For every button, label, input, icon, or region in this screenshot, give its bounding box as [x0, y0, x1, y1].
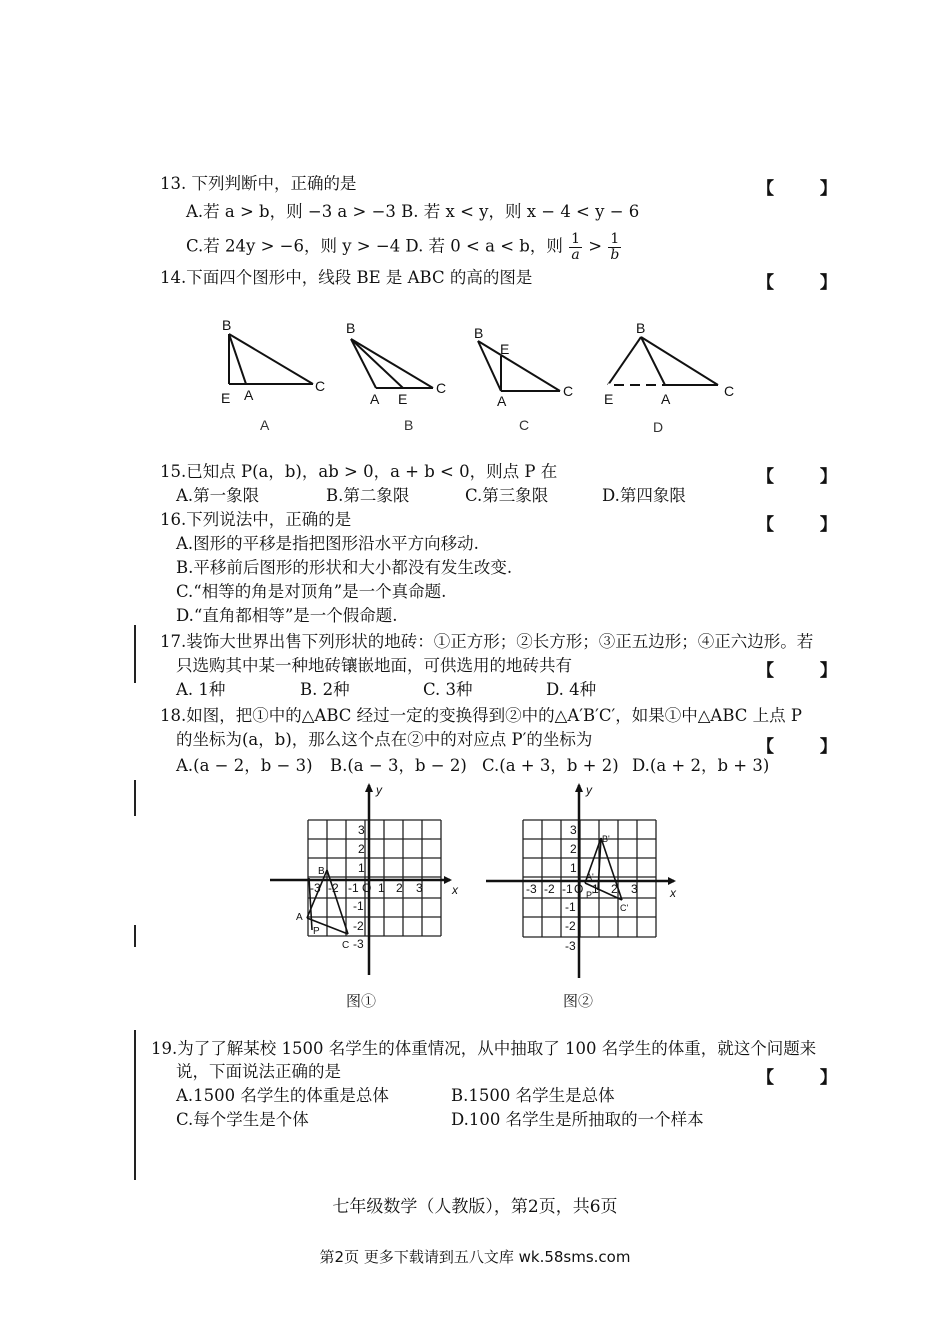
- y-tick: -2: [565, 919, 576, 933]
- option-a: A. 1种: [176, 680, 226, 699]
- option-c: C.“相等的角是对顶角”是一个真命题.: [176, 582, 447, 601]
- question-stem: 17.装饰大世界出售下列形状的地砖：①正方形；②长方形；③正五边形；④正六边形。若: [160, 632, 814, 651]
- figure-caption: D: [653, 419, 664, 435]
- figure-caption: B: [404, 417, 414, 433]
- label-e: E: [604, 391, 614, 407]
- label-b: B: [346, 320, 356, 336]
- page-footer: 七年级数学（人教版），第2页，共6页: [332, 1197, 618, 1217]
- option-c: C.每个学生是个体: [176, 1110, 309, 1129]
- answer-bracket: 【 】: [757, 273, 857, 293]
- option-b: B.1500 名学生是总体: [451, 1086, 615, 1105]
- watermark-text: 第2页 更多下载请到五八文库 wk.58sms.com: [319, 1248, 631, 1266]
- option-a: A.图形的平移是指把图形沿水平方向移动.: [176, 534, 479, 553]
- option-b: B.(a − 3，b − 2): [330, 756, 467, 775]
- question-stem-cont: 的坐标为(a，b)，那么这个点在②中的对应点 P′的坐标为: [176, 730, 593, 749]
- label-b: B: [222, 317, 232, 333]
- label-a: A: [497, 393, 507, 409]
- figure-caption: A: [260, 417, 270, 433]
- label-a: A: [370, 391, 380, 407]
- label-e: E: [221, 390, 231, 406]
- y-tick: 1: [570, 861, 577, 875]
- label-c: C: [315, 378, 326, 394]
- label-e: E: [398, 391, 408, 407]
- x-tick: -3: [526, 882, 537, 896]
- y-tick: -1: [353, 899, 364, 913]
- question-stem: 16.下列说法中，正确的是: [160, 510, 352, 529]
- x-tick: -2: [328, 881, 339, 895]
- option-b: B.平移前后图形的形状和大小都没有发生改变.: [176, 558, 513, 577]
- y-tick: 1: [358, 861, 365, 875]
- option-a: A.1500 名学生的体重是总体: [176, 1086, 389, 1105]
- x-axis-label: x: [670, 886, 676, 900]
- question-stem: 14.下面四个图形中，线段 BE 是 ABC 的高的图是: [160, 268, 533, 287]
- vertex-label: C': [620, 903, 629, 913]
- answer-bracket: 【 】: [757, 179, 857, 199]
- options-row: A.若 a > b，则 −3 a > −3 B. 若 x < y，则 x − 4 < y − 6: [186, 202, 640, 221]
- y-tick: 2: [358, 842, 365, 856]
- y-tick: 3: [570, 823, 577, 837]
- label-c: C: [436, 380, 447, 396]
- question-stem-cont: 说，下面说法正确的是: [176, 1062, 341, 1081]
- vertex-label: P: [313, 926, 320, 937]
- y-tick: 3: [358, 823, 365, 837]
- x-tick: -2: [544, 882, 555, 896]
- y-axis-label: y: [586, 783, 592, 797]
- y-tick: -3: [353, 937, 364, 951]
- option-a: A.(a − 2，b − 3): [176, 756, 313, 775]
- label-a: A: [244, 387, 254, 403]
- question-stem: 13. 下列判断中，正确的是: [160, 174, 357, 193]
- x-axis-label: x: [452, 883, 458, 897]
- figure-1-grid: [308, 820, 441, 936]
- figure-caption: C: [519, 417, 530, 433]
- figure-1-caption: 图①: [346, 992, 377, 1010]
- answer-bracket: 【 】: [757, 737, 857, 757]
- answer-bracket: 【 】: [757, 467, 857, 487]
- x-tick: 1: [592, 882, 599, 896]
- fraction: $\frac{1}{b}$: [610, 231, 620, 263]
- comparison-sign: >: [588, 236, 603, 256]
- label-e: E: [500, 341, 510, 357]
- label-b: B: [474, 325, 484, 341]
- label-b: B: [636, 320, 646, 336]
- question-stem: 15.已知点 P(a，b)，ab > 0，a + b < 0，则点 P 在: [160, 462, 558, 481]
- answer-bracket: 【 】: [757, 661, 857, 681]
- option-d: D. 4种: [546, 680, 597, 699]
- answer-bracket: 【 】: [757, 515, 857, 535]
- y-tick: 2: [570, 842, 577, 856]
- origin-label: O: [574, 882, 584, 896]
- x-tick: 1: [378, 881, 385, 895]
- y-tick: -2: [353, 919, 364, 933]
- question-stem: 18.如图，把①中的△ABC 经过一定的变换得到②中的△A′B′C′，如果①中△ABC 上点 P: [160, 706, 802, 725]
- vertex-label: C: [342, 940, 350, 951]
- answer-bracket: 【 】: [757, 1068, 857, 1088]
- option-c: C.第三象限: [465, 486, 549, 505]
- x-tick: 3: [416, 881, 423, 895]
- option-text: C.若 24y > −6，则 y > −4 D. 若 0 < a < b，则: [186, 236, 563, 256]
- y-tick: -1: [565, 900, 576, 914]
- question-stem: 19.为了了解某校 1500 名学生的体重情况，从中抽取了 100 名学生的体重，就这个问题来: [151, 1039, 817, 1058]
- label-c: C: [724, 383, 735, 399]
- vertex-label: P': [586, 890, 594, 900]
- vertex-label: A: [296, 912, 303, 923]
- option-d: D.100 名学生是所抽取的一个样本: [451, 1110, 704, 1129]
- option-b: B.第二象限: [326, 486, 410, 505]
- question-stem-cont: 只选购其中某一种地砖镶嵌地面，可供选用的地砖共有: [176, 656, 572, 675]
- binding-margin-line: [134, 1030, 136, 1180]
- option-d: D.“直角都相等”是一个假命题.: [176, 606, 398, 625]
- origin-label: O: [362, 881, 372, 895]
- x-tick: 3: [631, 882, 638, 896]
- vertex-label: B': [602, 834, 610, 844]
- vertex-label: B: [318, 866, 325, 877]
- x-tick: 2: [396, 881, 403, 895]
- option-d: D.第四象限: [602, 486, 686, 505]
- x-tick: -1: [562, 882, 573, 896]
- option-b: B. 2种: [300, 680, 350, 699]
- label-a: A: [661, 391, 671, 407]
- x-tick: 2: [611, 882, 618, 896]
- fraction: $\frac{1}{a}$: [571, 231, 581, 263]
- y-axis-label: y: [376, 783, 382, 797]
- label-c: C: [563, 383, 574, 399]
- figure-2-caption: 图②: [563, 992, 594, 1010]
- figure-2-axes: [486, 783, 676, 978]
- option-c: C. 3种: [423, 680, 473, 699]
- x-tick: -1: [348, 881, 359, 895]
- x-tick: -3: [310, 881, 321, 895]
- option-d: D.(a + 2，b + 3): [632, 756, 770, 775]
- vertex-label: A': [586, 872, 594, 882]
- option-c: C.(a + 3，b + 2): [482, 756, 619, 775]
- option-a: A.第一象限: [176, 486, 260, 505]
- y-tick: -3: [565, 939, 576, 953]
